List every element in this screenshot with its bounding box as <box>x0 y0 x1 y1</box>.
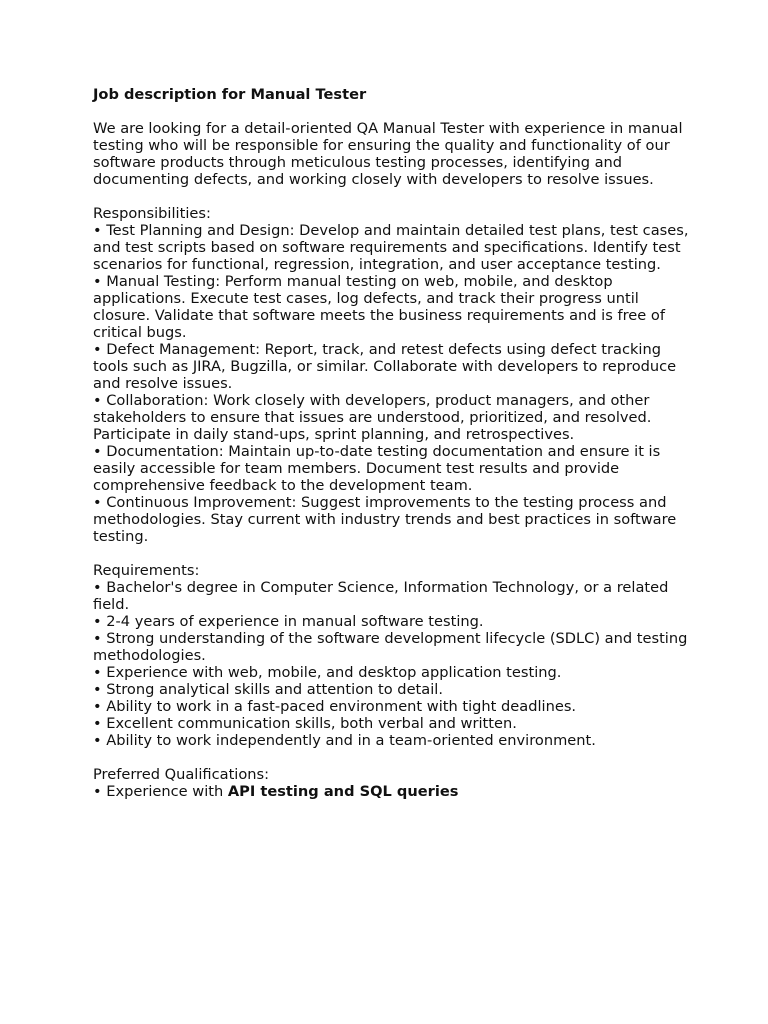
list-item: • Ability to work in a fast-paced environment with tight deadlines. <box>93 698 577 715</box>
document-title: Job description for Manual Tester <box>93 86 367 103</box>
spacer <box>93 103 693 120</box>
list-item-emphasis: API testing and SQL queries <box>227 783 459 800</box>
spacer <box>93 749 693 766</box>
requirements-heading: Requirements: <box>93 562 200 579</box>
list-item: • Collaboration: Work closely with developers, product managers, and other stakeholders to ensure that issues are understood, prioritized, and resolved. Participate in daily stand-ups, sprint planning, and retrospectives. <box>93 392 652 443</box>
spacer <box>93 188 693 205</box>
preferred-qualifications-heading: Preferred Qualifications: <box>93 766 270 783</box>
list-item: • Strong understanding of the software development lifecycle (SDLC) and testing methodologies. <box>93 630 688 664</box>
list-item: • Strong analytical skills and attention to detail. <box>93 681 443 698</box>
responsibilities-list <box>93 222 693 545</box>
preferred-qualifications-list <box>93 783 693 800</box>
list-item: • Continuous Improvement: Suggest improvements to the testing process and methodologies. Stay current with industry trends and best practices in software testing. <box>93 494 677 545</box>
list-item: • Excellent communication skills, both verbal and written. <box>93 715 517 732</box>
responsibilities-heading: Responsibilities: <box>93 205 211 222</box>
list-item: • Defect Management: Report, track, and retest defects using defect tracking tools such as JIRA, Bugzilla, or similar. Collaborate with developers to reproduce and resolve issues. <box>93 341 677 392</box>
intro-paragraph: We are looking for a detail-oriented QA Manual Tester with experience in manual testing who will be responsible for ensuring the quality and functionality of our software products through meticulous testing processes, identifying and documenting defects, and working closely with developers to resolve issues. <box>93 120 683 188</box>
list-item: • 2-4 years of experience in manual software testing. <box>93 613 484 630</box>
list-item: • Bachelor's degree in Computer Science, Information Technology, or a related field. <box>93 579 669 613</box>
requirements-list <box>93 579 693 749</box>
spacer <box>93 545 693 562</box>
list-item: • Documentation: Maintain up-to-date testing documentation and ensure it is easily accessible for team members. Document test results and provide comprehensive feedback to the development team. <box>93 443 661 494</box>
document-page <box>93 86 693 800</box>
list-item <box>93 783 693 800</box>
list-item: • Manual Testing: Perform manual testing on web, mobile, and desktop applications. Execute test cases, log defects, and track their progress until closure. Validate that software meets the business requirements and is free of critical bugs. <box>93 273 665 341</box>
list-item-text: • Experience with <box>93 783 228 800</box>
list-item: • Experience with web, mobile, and desktop application testing. <box>93 664 562 681</box>
list-item: • Ability to work independently and in a team-oriented environment. <box>93 732 596 749</box>
list-item: • Test Planning and Design: Develop and maintain detailed test plans, test cases, and test scripts based on software requirements and specifications. Identify test scenarios for functional, regression, integration, and user acceptance testing. <box>93 222 689 273</box>
